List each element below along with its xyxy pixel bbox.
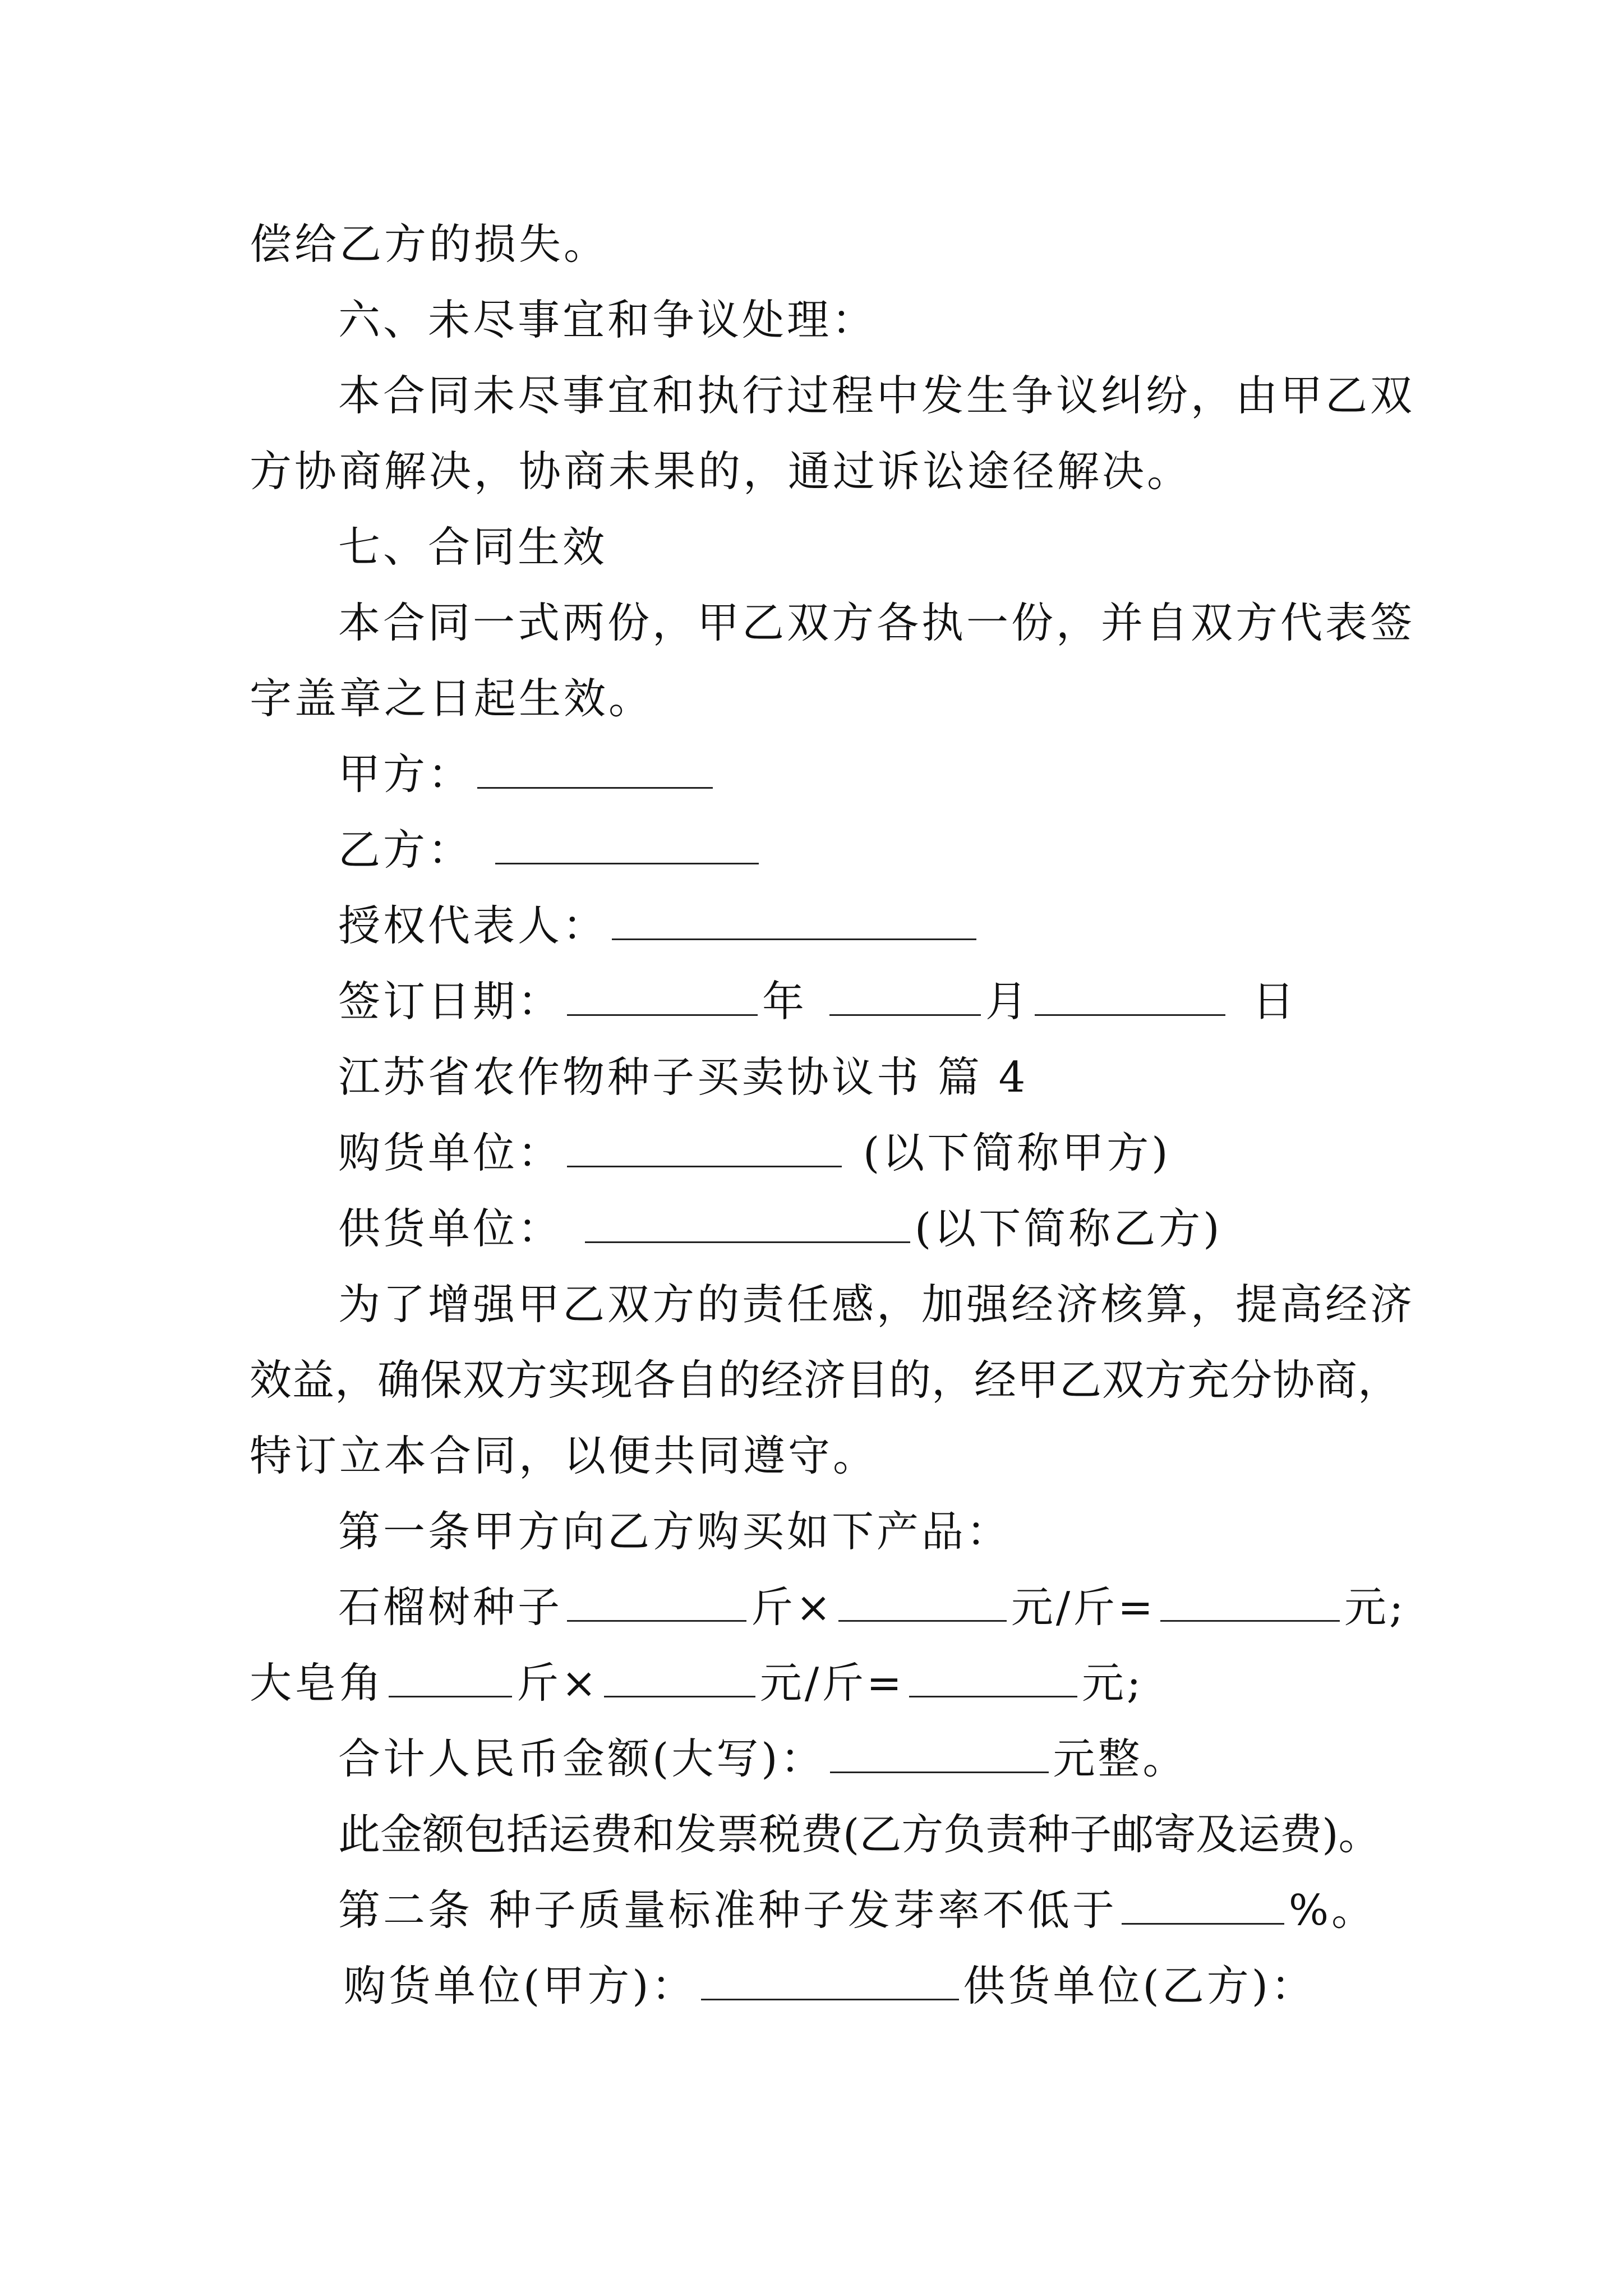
seller-note: (以下简称乙方)	[915, 1204, 1223, 1253]
total-amount-blank[interactable]	[830, 1737, 1049, 1773]
sign-date-label: 签订日期：	[338, 977, 563, 1026]
representative-blank[interactable]	[612, 904, 976, 940]
sign-buyer-label: 购货单位(甲方)：	[344, 1961, 697, 2010]
sign-seller-label: 供货单位(乙方)：	[963, 1961, 1316, 2010]
party-a-label: 甲方：	[338, 749, 473, 799]
buyer-label: 购货单位：	[338, 1128, 563, 1177]
party-b-blank[interactable]	[495, 828, 759, 864]
party-b-label: 乙方：	[338, 825, 473, 875]
unit-jin: 斤×	[517, 1658, 600, 1708]
representative-signature-line	[338, 895, 981, 956]
buyer-blank[interactable]	[567, 1131, 842, 1167]
unit-yuan: 元;	[1081, 1658, 1144, 1708]
product-name: 大皂角	[250, 1658, 385, 1708]
unit-price: 元/斤=	[759, 1658, 905, 1708]
text-line: 本合同未尽事宜和执行过程中发生争议纠纷，由甲乙双	[338, 371, 1415, 420]
sign-buyer-blank[interactable]	[701, 1964, 959, 2000]
day-label: 日	[1252, 977, 1298, 1026]
sign-day-blank[interactable]	[1035, 979, 1225, 1016]
seller-label: 供货单位：	[338, 1204, 563, 1253]
sign-year-blank[interactable]	[567, 979, 758, 1016]
total-amount-line	[338, 1728, 1188, 1789]
price-blank[interactable]	[838, 1585, 1007, 1622]
price-blank[interactable]	[604, 1661, 755, 1697]
section-heading-7: 七、合同生效	[338, 522, 608, 572]
text-line: 字盖章之日起生效。	[250, 674, 654, 723]
year-label: 年	[762, 977, 808, 1026]
amount-blank[interactable]	[909, 1661, 1077, 1697]
unit-price: 元/斤=	[1011, 1582, 1156, 1632]
quantity-blank[interactable]	[567, 1585, 746, 1622]
text-line: 偿给乙方的损失。	[250, 219, 609, 269]
text-line: 效益，确保双方实现各自的经济目的，经甲乙双方充分协商，	[250, 1355, 1401, 1405]
article-2-line	[338, 1879, 1376, 1941]
unit-yuan: 元;	[1344, 1582, 1407, 1632]
buyer-line	[338, 1122, 1171, 1184]
unit-jin: 斤×	[751, 1582, 834, 1632]
sign-month-blank[interactable]	[829, 979, 981, 1016]
sign-date-line	[338, 970, 1297, 1032]
seller-blank[interactable]	[585, 1207, 910, 1243]
text-line: 特订立本合同，以便共同遵守。	[250, 1431, 878, 1480]
germination-rate-blank[interactable]	[1122, 1888, 1284, 1925]
party-b-signature-line	[338, 819, 763, 881]
text-line: 本合同一式两份，甲乙双方各执一份，并自双方代表签	[338, 598, 1415, 647]
total-label: 合计人民币金额(大写)：	[338, 1734, 826, 1783]
total-suffix: 元整。	[1053, 1734, 1188, 1783]
month-label: 月	[985, 977, 1031, 1026]
signature-parties-line	[344, 1955, 1316, 2017]
seller-line	[338, 1198, 1223, 1259]
text-line: 方协商解决，协商未果的，通过诉讼途径解决。	[250, 447, 1192, 496]
section-heading-6: 六、未尽事宜和争议处理：	[338, 295, 877, 344]
text-line: 为了增强甲乙双方的责任感，加强经济核算，提高经济	[338, 1280, 1415, 1329]
fee-note: 此金额包括运费和发票税费(乙方负责种子邮寄及运费)。	[338, 1810, 1381, 1859]
party-a-blank[interactable]	[477, 752, 713, 789]
product-line-gleditsia	[250, 1652, 1144, 1714]
product-line-pomegranate	[338, 1576, 1406, 1638]
product-name: 石榴树种子	[338, 1582, 563, 1632]
amount-blank[interactable]	[1160, 1585, 1340, 1622]
representative-label: 授权代表人：	[338, 901, 608, 950]
party-a-signature-line	[338, 743, 717, 805]
article-2-text: 第二条 种子质量标准种子发芽率不低于	[338, 1885, 1117, 1935]
buyer-note: (以下简称甲方)	[863, 1128, 1171, 1177]
percent-label: %。	[1288, 1885, 1377, 1935]
quantity-blank[interactable]	[389, 1661, 512, 1697]
article-1-heading: 第一条甲方向乙方购买如下产品：	[338, 1507, 1012, 1556]
article-title: 江苏省农作物种子买卖协议书 篇 4	[338, 1052, 1029, 1102]
